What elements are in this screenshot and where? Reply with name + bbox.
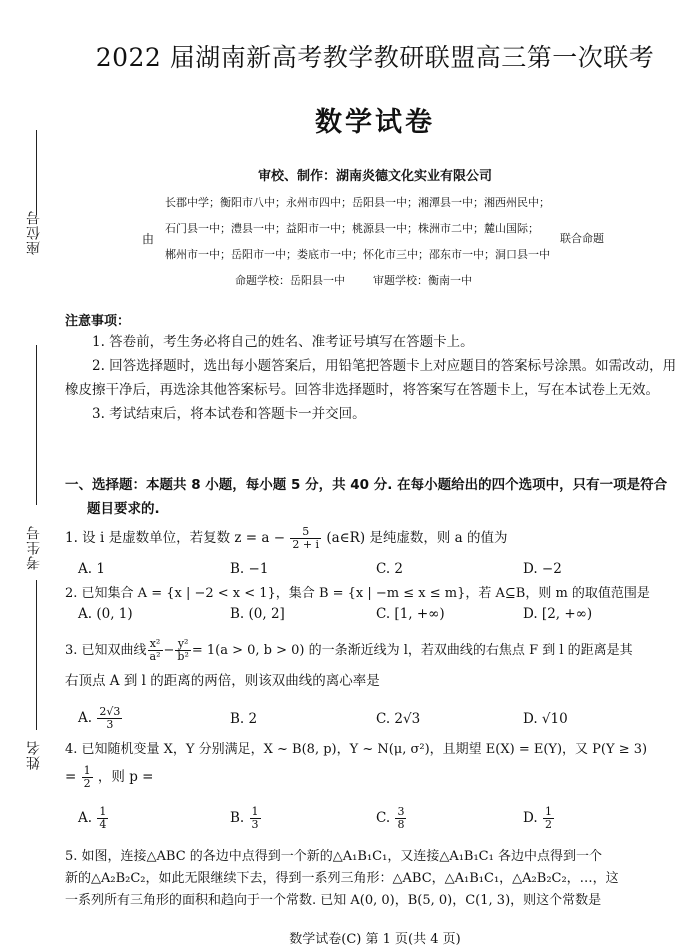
question-4-options <box>78 806 678 838</box>
option-a: A. $\frac{1}{4}$ <box>78 805 107 831</box>
binding-line-upper <box>36 345 37 505</box>
option-d: D. √10 <box>523 711 568 727</box>
question-2-options <box>78 606 678 626</box>
question-text: 右顶点 A 到 l 的距离的两倍，则该双曲线的离心率是 <box>65 673 380 689</box>
seat-number-label: 座位号 <box>26 210 42 255</box>
question-text: 新的△A₂B₂C₂，如此无限继续下去，得到一系列三角形：△ABC，△A₁B₁C₁，△A₂B₂C₂，…，这 <box>65 871 619 886</box>
notice-item: 3. 考试结束后，将本试卷和答题卡一并交回。 <box>92 406 366 422</box>
school-row: 石门县一中；澧县一中；益阳市一中；桃源县一中；株洲市二中；麓山国际； <box>165 222 539 235</box>
question-4 <box>65 740 690 790</box>
question-1-options <box>78 561 678 581</box>
exam-subtitle: 数学试卷 <box>315 107 435 138</box>
question-3-options <box>78 706 678 736</box>
question-text: 1. 设 i 是虚数单位，若复数 z = a − <box>65 530 286 546</box>
option-c: C. $\frac{3}{8}$ <box>376 805 405 831</box>
fraction: $\frac{1}{3}$ <box>251 805 259 831</box>
notice-title: 注意事项： <box>65 314 131 329</box>
option-d: D. [2, +∞) <box>523 606 593 622</box>
question-text: 一系列所有三角形的面积和趋向于一个常数. 已知 A(0, 0)，B(5, 0)，C(1, 3)，则这个常数是 <box>65 893 602 908</box>
fraction: $\frac{1}{2}$ <box>544 805 552 831</box>
section-heading <box>65 473 685 521</box>
question-2 <box>65 584 690 604</box>
exam-number-label: 考生号 <box>26 525 42 570</box>
option-a: A. $\frac{2√3}{3}$ <box>78 705 121 731</box>
question-text: ，则 p = <box>97 769 154 785</box>
question-text: (a∈R) 是纯虚数，则 a 的值为 <box>326 530 508 546</box>
question-1 <box>65 526 690 551</box>
option-a: A. (0, 1) <box>78 606 133 622</box>
option-b: B. (0, 2] <box>230 606 285 622</box>
option-b: B. −1 <box>230 561 269 577</box>
notice-list <box>65 330 685 426</box>
fraction: $\frac{3}{8}$ <box>397 805 405 831</box>
option-c: C. 2√3 <box>376 711 421 727</box>
option-c: C. 2 <box>376 561 404 577</box>
fraction: $\frac{2√3}{3}$ <box>99 705 121 731</box>
producer-line: 审校、制作：湖南炎德文化实业有限公司 <box>257 169 492 184</box>
binding-line-top <box>36 130 37 215</box>
question-text: 5. 如图，连接△ABC 的各边中点得到一个新的△A₁B₁C₁，又连接△A₁B₁C₁ 各边中点得到一个 <box>65 849 602 864</box>
school-row: 郴州市一中；岳阳市一中；娄底市一中；怀化市三中；邵东市一中；洞口县一中 <box>165 248 550 261</box>
fraction: $\frac{\text{y²}}{\text{b²}}$ <box>177 637 189 663</box>
joint-proposition-label: 联合命题 <box>560 232 604 245</box>
operator: − <box>163 643 175 658</box>
option-a: A. 1 <box>78 561 105 577</box>
exam-title: 2022 届湖南新高考教学教研联盟高三第一次联考 <box>95 43 655 72</box>
question-text: 4. 已知随机变量 X，Y 分别满足，X ~ B(8, p)，Y ~ N(μ, σ²)，且期望 E(X) = E(Y)，又 P(Y ≥ 3) <box>65 742 648 757</box>
school-row: 长郡中学；衡阳市八中；永州市四中；岳阳县一中；湘潭县一中；湘西州民中； <box>165 196 550 209</box>
notice-item: 1. 答卷前，考生务必将自己的姓名、准考证号填写在答题卡上。 <box>92 334 474 350</box>
question-5 <box>65 846 690 912</box>
question-3 <box>65 638 690 691</box>
option-d: D. −2 <box>523 561 562 577</box>
question-text: 3. 已知双曲线 <box>65 643 147 658</box>
option-b: B. $\frac{1}{3}$ <box>230 805 259 831</box>
question-text: = 1(a > 0, b > 0) 的一条渐近线为 l，若双曲线的右焦点 F 到 l 的距离是其 <box>191 643 633 658</box>
name-label: 姓名 <box>26 740 42 770</box>
you-label: 由 <box>142 232 155 246</box>
section-heading-line: 题目要求的. <box>87 501 160 517</box>
option-c: C. [1, +∞) <box>376 606 445 622</box>
option-d: D. $\frac{1}{2}$ <box>523 805 552 831</box>
fraction: $\frac{\text{x²}}{\text{a²}}$ <box>149 637 161 663</box>
operator: = <box>65 769 77 785</box>
fraction: $\frac{1}{4}$ <box>99 805 107 831</box>
fraction: $\frac{5}{2 + i}$ <box>292 525 320 551</box>
school-list <box>140 194 610 298</box>
proposer-row <box>140 272 610 298</box>
fraction: $\frac{1}{2}$ <box>83 764 91 790</box>
section-heading-line: 一、选择题：本题共 8 小题，每小题 5 分，共 40 分. 在每小题给出的四个选项中，只有一项是符合 <box>65 477 668 493</box>
proposer-school: 命题学校：岳阳县一中 <box>235 274 345 287</box>
option-b: B. 2 <box>230 711 258 727</box>
reviewer-school: 审题学校：衡南一中 <box>373 274 472 287</box>
page-footer: 数学试卷(C) 第 1 页(共 4 页) <box>289 932 461 947</box>
binding-line-lower <box>36 580 37 730</box>
notice-item: 2. 回答选择题时，选出每小题答案后，用铅笔把答题卡上对应题目的答案标号涂黑。如需改动，用橡皮擦干净后，再选涂其他答案标号。回答非选择题时，将答案写在答题卡上，写在本试卷上无效。 <box>65 358 677 398</box>
question-text: 2. 已知集合 A = {x | −2 < x < 1}，集合 B = {x | −m ≤ x ≤ m}，若 A⊆B，则 m 的取值范围是 <box>65 586 650 601</box>
